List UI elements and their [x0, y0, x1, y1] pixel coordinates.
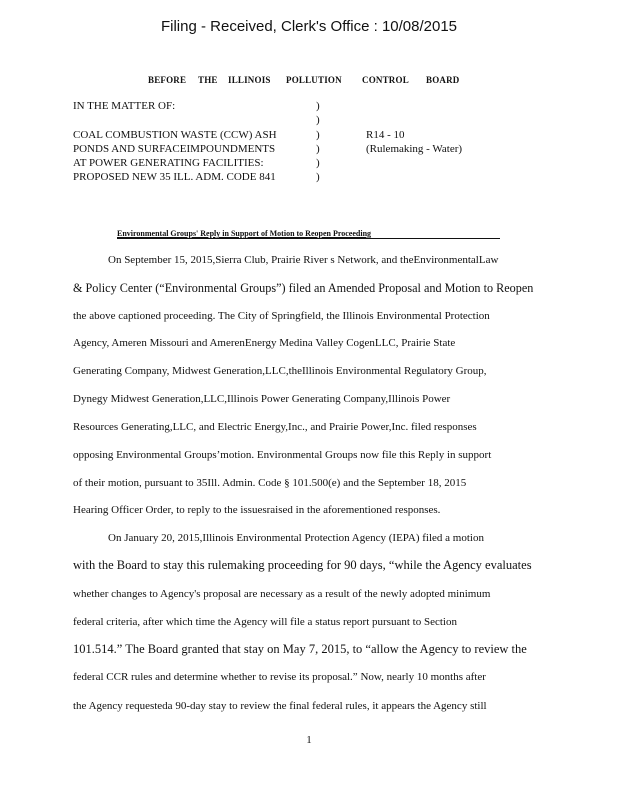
caption-paren: ) — [316, 171, 320, 183]
body-line: Agency, Ameren Missouri and AmerenEnergy Medina Valley CogenLLC, Prairie State — [73, 337, 456, 349]
body-line: On September 15, 2015,Sierra Club, Prairie River s Network, and theEnvironmentalLaw — [108, 254, 499, 266]
caption-paren: ) — [316, 100, 320, 112]
title-rule — [117, 238, 500, 239]
board-heading-word: CONTROL — [362, 75, 409, 85]
body-line: of their motion, pursuant to 35Ill. Admin. Code § 101.500(e) and the September 18, 2015 — [73, 477, 467, 489]
body-line: Resources Generating,LLC, and Electric Energy,Inc., and Prairie Power,Inc. filed responses — [73, 421, 477, 433]
body-line: Dynegy Midwest Generation,LLC,Illinois Power Generating Company,Illinois Power — [73, 393, 451, 405]
body-line: the above captioned proceeding. The City of Springfield, the Illinois Environmental Protection — [73, 310, 490, 322]
document-title: Environmental Groups' Reply in Support of Motion to Reopen Proceeding — [117, 229, 372, 238]
board-heading-word: BEFORE — [148, 75, 187, 85]
caption-line: PROPOSED NEW 35 ILL. ADM. CODE 841 — [73, 171, 276, 183]
filing-stamp: Filing - Received, Clerk's Office : 10/08/2015 — [160, 18, 458, 35]
body-line: On January 20, 2015,Illinois Environmental Protection Agency (IEPA) filed a motion — [108, 532, 484, 544]
board-heading-word: BOARD — [426, 75, 460, 85]
body-line: Generating Company, Midwest Generation,LLC,theIllinois Environmental Regulatory Group, — [73, 365, 487, 377]
docket-number: R14 - 10 — [366, 129, 405, 141]
caption-line: AT POWER GENERATING FACILITIES: — [73, 157, 264, 169]
caption-paren: ) — [316, 157, 320, 169]
board-heading-word: POLLUTION — [286, 75, 342, 85]
body-line: federal CCR rules and determine whether to revise its proposal.” Now, nearly 10 months after — [73, 671, 486, 683]
body-line: Hearing Officer Order, to reply to the issuesraised in the aforementioned responses. — [73, 504, 441, 516]
page-number: 1 — [306, 734, 312, 746]
body-line: & Policy Center (“Environmental Groups”) filed an Amended Proposal and Motion to Reopen — [73, 281, 534, 295]
docket-type: (Rulemaking - Water) — [366, 143, 463, 155]
body-line: opposing Environmental Groups’motion. Environmental Groups now file this Reply in support — [73, 449, 492, 461]
caption-paren: ) — [316, 114, 320, 126]
caption-paren: ) — [316, 129, 320, 141]
board-heading-word: THE — [198, 75, 218, 85]
caption-line: IN THE MATTER OF: — [73, 100, 176, 112]
board-heading-word: ILLINOIS — [228, 75, 271, 85]
caption-paren: ) — [316, 143, 320, 155]
body-line: 101.514.” The Board granted that stay on May 7, 2015, to “allow the Agency to review the — [73, 642, 527, 656]
body-line: federal criteria, after which time the Agency will file a status report pursuant to Section — [73, 616, 457, 628]
caption-line: COAL COMBUSTION WASTE (CCW) ASH — [73, 129, 277, 141]
body-line: with the Board to stay this rulemaking proceeding for 90 days, “while the Agency evaluates — [73, 558, 532, 572]
caption-line: PONDS AND SURFACEIMPOUNDMENTS — [73, 143, 276, 155]
body-line: the Agency requesteda 90-day stay to review the final federal rules, it appears the Agency still — [73, 700, 487, 712]
body-line: whether changes to Agency's proposal are necessary as a result of the newly adopted minimum — [73, 588, 491, 600]
